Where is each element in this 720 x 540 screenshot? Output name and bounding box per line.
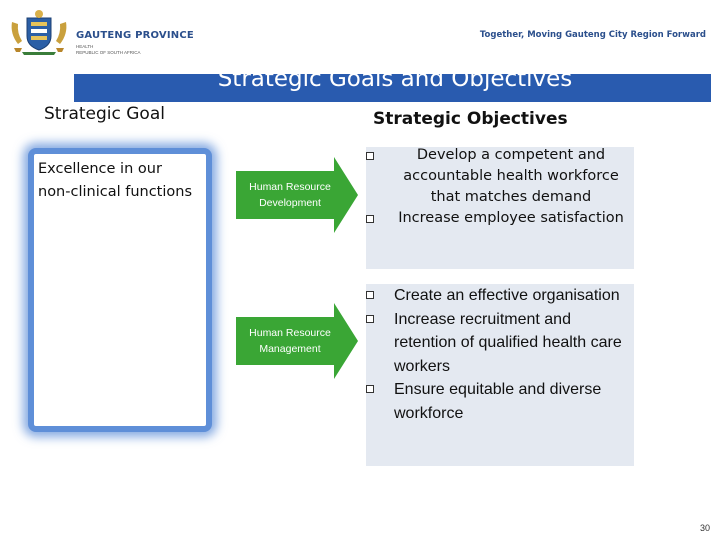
gauteng-logo <box>8 8 194 56</box>
objectives-list <box>366 145 628 229</box>
slide-title: Strategic Goals and Objectives <box>217 66 573 92</box>
list-item <box>366 208 628 229</box>
objectives-panel-1 <box>366 147 634 269</box>
objectives-list <box>366 284 636 425</box>
strategic-goal-box <box>28 148 212 432</box>
objective-text: Increase recruitment and retention of qualified health care workers <box>394 310 622 375</box>
tagline: Together, Moving Gauteng City Region Forward <box>479 30 706 40</box>
list-item <box>366 284 636 308</box>
arrow-hr-management <box>236 303 358 379</box>
arrow-hr-development <box>236 157 358 233</box>
objective-text: Develop a competent and accountable health workforce that matches demand <box>403 147 619 205</box>
objectives-panel-2 <box>366 284 634 466</box>
hollow-square-bullet-icon <box>366 315 374 323</box>
list-item <box>366 308 636 379</box>
hollow-square-bullet-icon <box>366 385 374 393</box>
list-item <box>366 378 636 425</box>
strategic-objectives-heading: Strategic Objectives <box>373 109 568 129</box>
strategic-goal-heading: Strategic Goal <box>44 104 165 124</box>
strategic-goal-text: Excellence in our non-clinical functions <box>38 161 193 200</box>
objective-text: Ensure equitable and diverse workforce <box>394 381 602 422</box>
hollow-square-bullet-icon <box>366 291 374 299</box>
hollow-square-bullet-icon <box>366 152 374 160</box>
arrow-label: Human Resource Management <box>249 327 331 355</box>
province-name: GAUTENG PROVINCE <box>76 30 194 41</box>
objective-text: Increase employee satisfaction <box>398 210 624 226</box>
objective-text: Create an effective organisation <box>394 287 620 304</box>
page-number: 30 <box>699 523 710 533</box>
republic-name: REPUBLIC OF SOUTH AFRICA <box>76 50 141 55</box>
list-item <box>366 145 628 208</box>
arrow-label: Human Resource Development <box>249 181 331 209</box>
coat-of-arms-icon <box>8 8 70 56</box>
department-name: HEALTH <box>76 44 94 49</box>
hollow-square-bullet-icon <box>366 215 374 223</box>
